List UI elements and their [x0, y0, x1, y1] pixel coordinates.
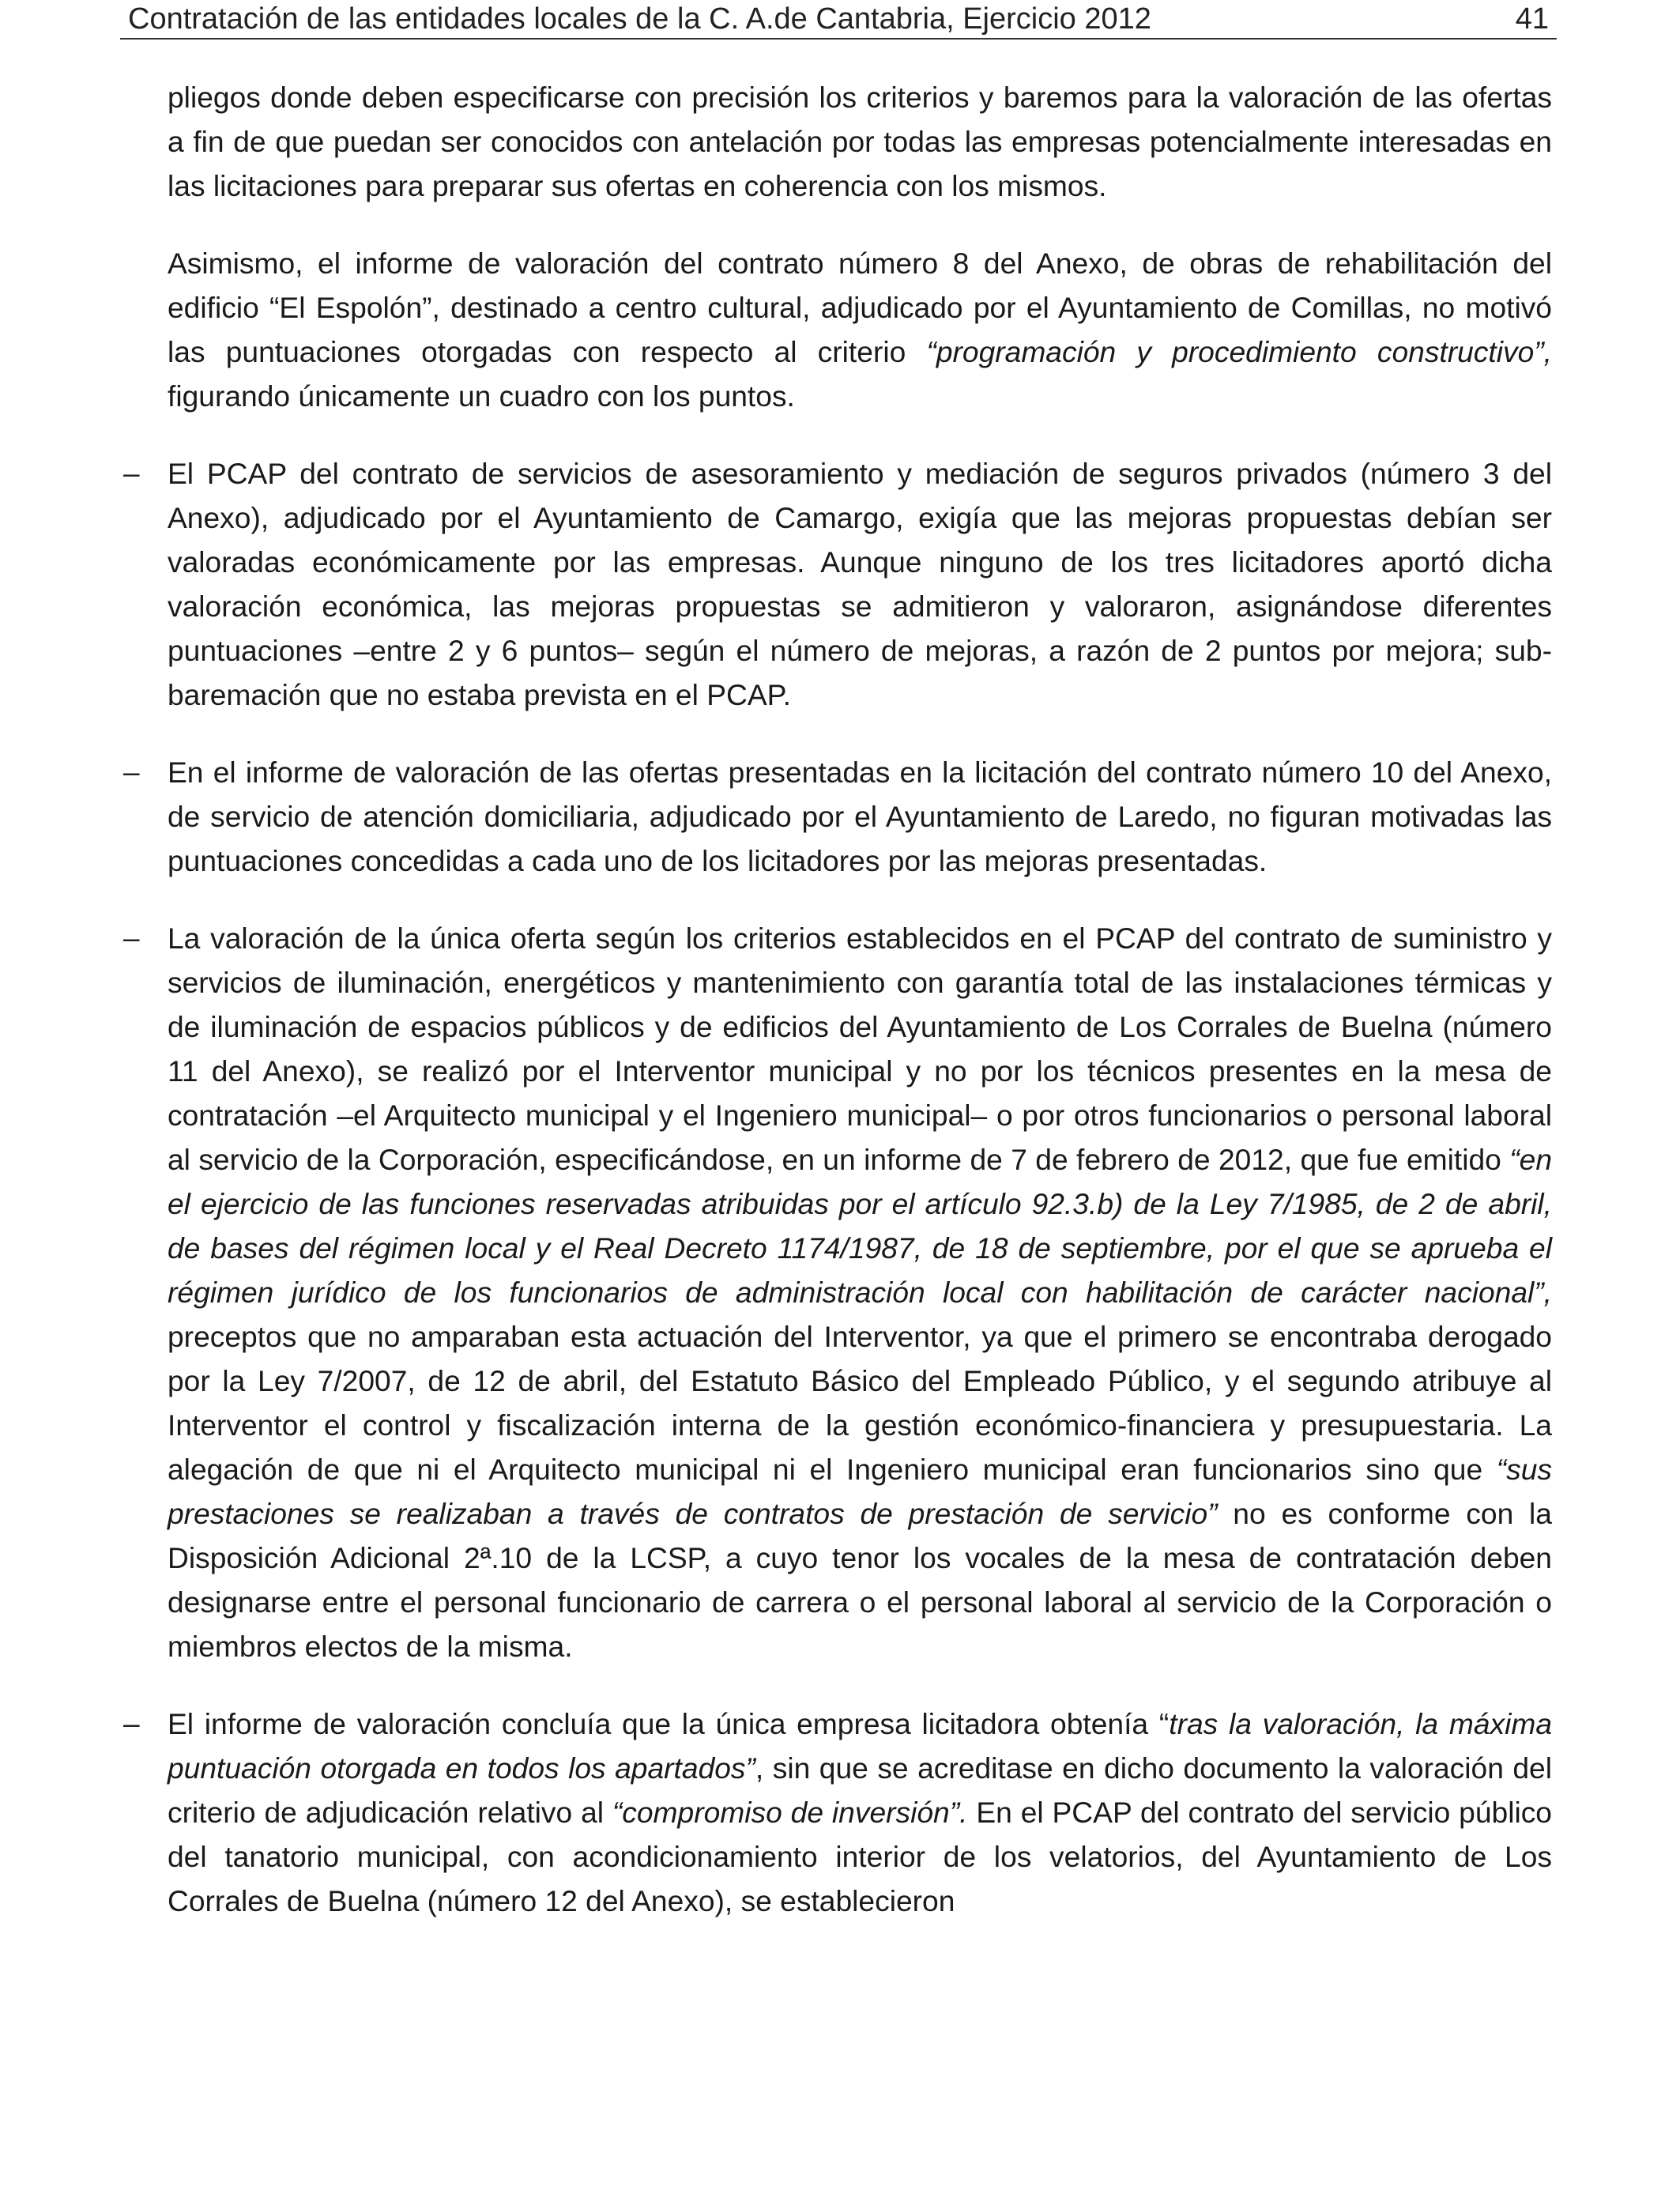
paragraph-comillas: [168, 241, 1552, 418]
bullet-dash: –: [123, 922, 140, 954]
bullet-dash: –: [123, 756, 140, 788]
bullet-text: En el PCAP del contrato del servicio público del tanatorio municipal, con acondicionamiento interior de los velatorios, del Ayuntamiento de Los Corrales de Buelna (número 12 del Anexo), se establecieron: [168, 1796, 1552, 1917]
document-body: [123, 75, 1553, 1956]
bullet-text: no es conforme con la Disposición Adicional 2ª.10 de la LCSP, a cuyo tenor los vocales de la mesa de contratación deben designarse entre el personal funcionario de carrera o el personal laboral al servicio de la Corporación o miembros electos de la misma.: [168, 1497, 1552, 1663]
bullet-item-laredo: [123, 750, 1552, 883]
bullet-dash: –: [123, 1707, 140, 1740]
paragraph-criteria-continuation: [168, 75, 1552, 208]
bullet-text: preceptos que no amparaban esta actuación del Interventor, ya que el primero se encontraba derogado por la Ley 7/2007, de 12 de abril, del Estatuto Básico del Empleado Público, y el segundo atribuye al Interventor el control y fiscalización interna de la gestión económico-financiera y presupuestaria. La alegación de que ni el Arquitecto municipal ni el Ingeniero municipal eran funcionarios sino que: [168, 1320, 1552, 1486]
paragraph-quote: “programación y procedimiento constructivo”,: [926, 335, 1552, 368]
bullet-text: En el informe de valoración de las ofertas presentadas en la licitación del contrato número 10 del Anexo, de servicio de atención domiciliaria, adjudicado por el Ayuntamiento de Laredo, no figuran motivadas las puntuaciones concedidas a cada uno de los licitadores por las mejoras presentadas.: [168, 756, 1552, 877]
bullet-quote: “compromiso de inversión”.: [612, 1796, 968, 1829]
bullet-quote: “sus prestaciones se realizaban a través de contratos de prestación de servicio”: [168, 1453, 1552, 1530]
header-title: Contratación de las entidades locales de la C. A.de Cantabria, Ejercicio 2012: [128, 2, 1151, 36]
bullet-item-camargo: [123, 451, 1552, 717]
bullet-text: El informe de valoración concluía que la única empresa licitadora obtenía “: [168, 1707, 1170, 1740]
bullet-item-corrales-iluminacion: [123, 916, 1552, 1668]
paragraph-text: figurando únicamente un cuadro con los puntos.: [168, 379, 795, 413]
paragraph-text: pliegos donde deben especificarse con precisión los criterios y baremos para la valoración de las ofertas a fin de que puedan ser conocidos con antelación por todas las empresas potencialmente interesadas en las licitaciones para preparar sus ofertas en coherencia con los mismos.: [168, 81, 1552, 202]
page-number: 41: [1515, 2, 1549, 36]
bullet-quote: “en el ejercicio de las funciones reservadas atribuidas por el artículo 92.3.b) de la Ley 7/1985, de 2 de abril, de bases del régimen local y el Real Decreto 1174/1987, de 18 de septiembre, por el que se aprueba el régimen jurídico de los funcionarios de administración local con habilitación de carácter nacional”,: [168, 1143, 1552, 1309]
bullet-item-corrales-tanatorio: [123, 1702, 1553, 1923]
bullet-text: , sin que se acreditase en dicho documento la valoración del criterio de adjudicación relativo al: [168, 1751, 1552, 1829]
page-header: [120, 0, 1557, 40]
bullet-text: La valoración de la única oferta según los criterios establecidos en el PCAP del contrato de suministro y servicios de iluminación, energéticos y mantenimiento con garantía total de las instalaciones térmicas y de iluminación de espacios públicos y de edificios del Ayuntamiento de Los Corrales de Buelna (número 11 del Anexo), se realizó por el Interventor municipal y no por los técnicos presentes en la mesa de contratación –el Arquitecto municipal y el Ingeniero municipal– o por otros funcionarios o personal laboral al servicio de la Corporación, especificándose, en un informe de 7 de febrero de 2012, que fue emitido: [168, 922, 1552, 1176]
paragraph-text: Asimismo, el informe de valoración del contrato número 8 del Anexo, de obras de rehabilitación del edificio “El Espolón”, destinado a centro cultural, adjudicado por el Ayuntamiento de Comillas, no motivó las puntuaciones otorgadas con respecto al criterio: [168, 247, 1552, 368]
bullet-dash: –: [123, 457, 140, 489]
bullet-quote: tras la valoración, la máxima puntuación otorgada en todos los apartados”: [168, 1707, 1553, 1785]
bullet-text: El PCAP del contrato de servicios de asesoramiento y mediación de seguros privados (número 3 del Anexo), adjudicado por el Ayuntamiento de Camargo, exigía que las mejoras propuestas debían ser valoradas económicamente por las empresas. Aunque ninguno de los tres licitadores aportó dicha valoración económica, las mejoras propuestas se admitieron y valoraron, asignándose diferentes puntuaciones –entre 2 y 6 puntos– según el número de mejoras, a razón de 2 puntos por mejora; sub-baremación que no estaba prevista en el PCAP.: [168, 457, 1552, 711]
